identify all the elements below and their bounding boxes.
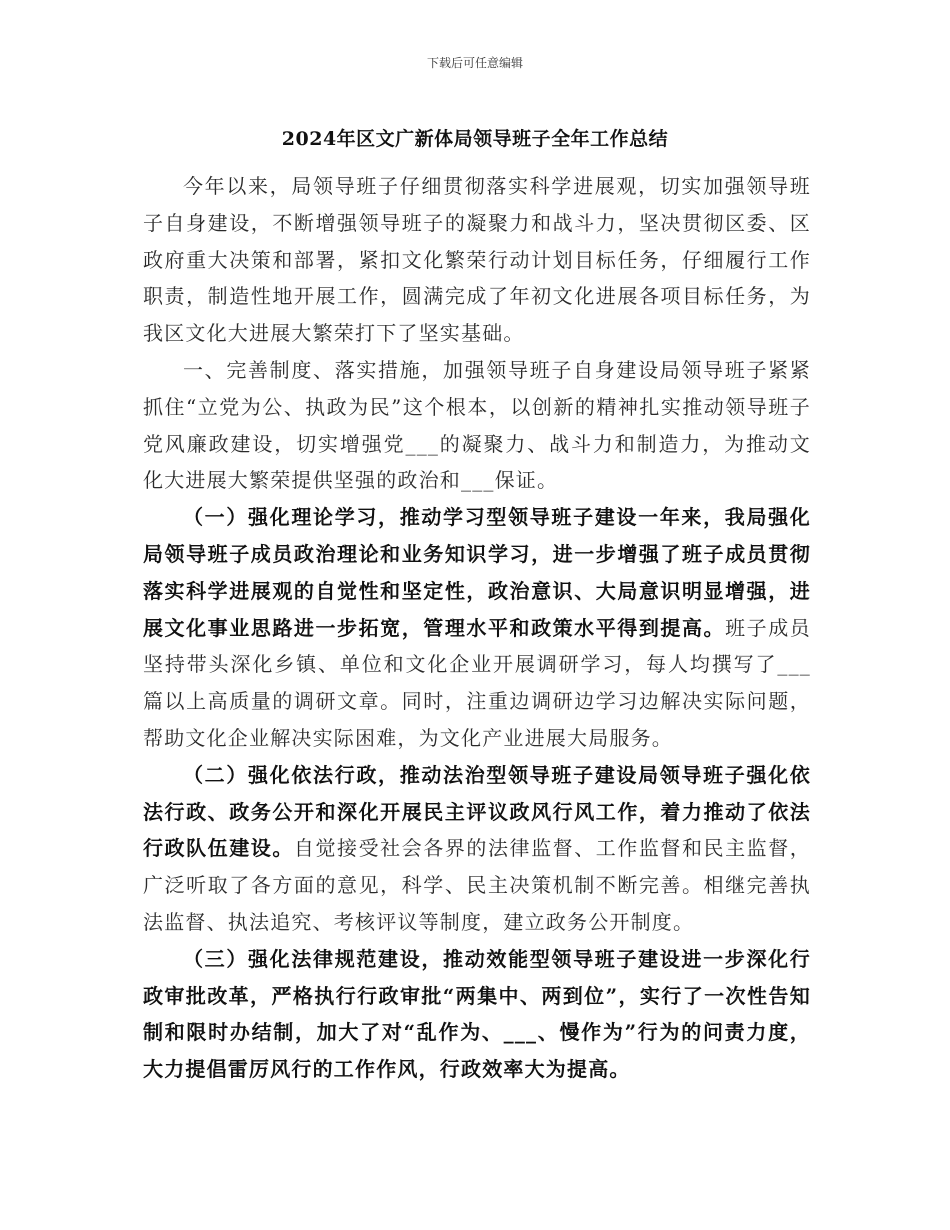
paragraph-intro: 今年以来，局领导班子仔细贯彻落实科学进展观，切实加强领导班子自身建设，不断增强领导班子的凝聚力和战斗力，坚决贯彻区委、区政府重大决策和部署，紧扣文化繁荣行动计划目标任务，仔细履行工作职责，制造性地开展工作，圆满完成了年初文化进展各项目标任务，为我区文化大进展大繁荣打下了坚实基础。: [143, 174, 811, 346]
header-note: 下载后可任意编辑: [426, 56, 523, 70]
paragraph-law-admin-body: 自觉接受社会各界的法律监督、工作监督和民主监督，广泛听取了各方面的意见，科学、民主决策机制不断完善。相继完善执法监督、执法追究、考核评议等制度，建立政务公开制度。: [143, 836, 811, 934]
paragraph-efficiency: [143, 941, 811, 1088]
document-body: [143, 168, 811, 1088]
paragraph-theory-study-heading: （一）强化理论学习，推动学习型领导班子建设一年来，我局强化局领导班子成员政治理论和业务知识学习，进一步增强了班子成员贯彻落实科学进展观的自觉性和坚定性，政治意识、大局意识明显增强，进展文化事业思路进一步拓宽，管理水平和政策水平得到提高。: [143, 505, 811, 640]
document-title: 2024年区文广新体局领导班子全年工作总结: [281, 128, 669, 150]
paragraph-law-admin: [143, 757, 811, 941]
paragraph-law-admin-heading: （二）强化依法行政，推动法治型领导班子建设局领导班子强化依法行政、政务公开和深化开展民主评议政风行风工作，着力推动了依法行政队伍建设。: [143, 762, 811, 861]
paragraph-theory-study-body: 班子成员坚持带头深化乡镇、单位和文化企业开展调研学习，每人均撰写了___篇以上高质量的调研文章。同时，注重边调研边学习边解决实际问题，帮助文化企业解决实际困难，为文化产业进展大局服务。: [143, 615, 811, 750]
paragraph-efficiency-heading: （三）强化法律规范建设，推动效能型领导班子建设进一步深化行政审批改革，严格执行行政审批“两集中、两到位”，实行了一次性告知制和限时办结制，加大了对“乱作为、___、慢作为”行为的问责力度，大力提倡雷厉风行的工作作风，行政效率大为提高。: [143, 946, 811, 1082]
paragraph-section-one: 一、完善制度、落实措施，加强领导班子自身建设局领导班子紧紧抓住“立党为公、执政为民”这个根本，以创新的精神扎实推动领导班子党风廉政建设，切实增强党___的凝聚力、战斗力和制造力，为推动文化大进展大繁荣提供坚强的政治和___保证。: [143, 357, 811, 493]
paragraph-theory-study: [143, 499, 811, 757]
